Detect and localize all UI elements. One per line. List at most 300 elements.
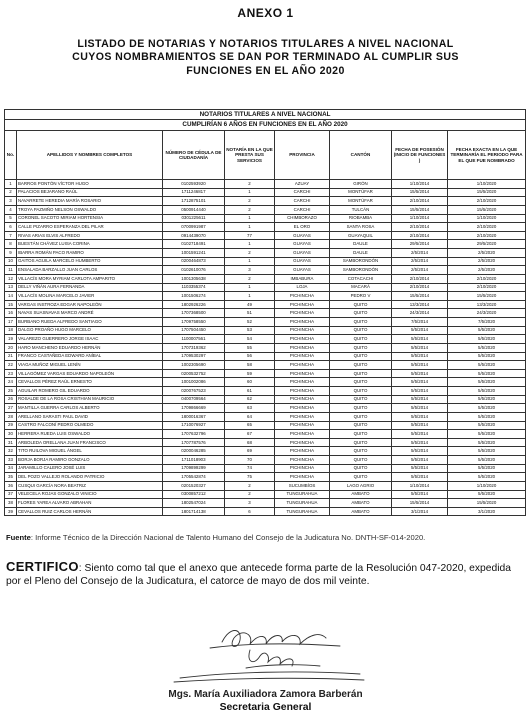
- province-cell: TUNGURAHUA: [275, 499, 330, 508]
- end-date-cell: 15/5/2020: [448, 205, 526, 214]
- end-date-cell: 24/3/2020: [448, 309, 526, 318]
- table-row: [5, 274, 526, 283]
- canton-cell: QUITO: [330, 456, 392, 465]
- start-date-cell: 7/5/2014: [392, 318, 448, 327]
- notary-number-cell: 3: [225, 499, 275, 508]
- start-date-cell: 2/10/2014: [392, 231, 448, 240]
- province-cell: PICHINCHA: [275, 438, 330, 447]
- row-number-cell: 32: [5, 447, 17, 456]
- id-number-cell: 1709866669: [163, 404, 225, 413]
- column-header: No.: [5, 131, 17, 180]
- end-date-cell: 5/5/2020: [448, 464, 526, 473]
- full-name-cell: BORJA BORJA RAMIRO GONZALO: [17, 456, 163, 465]
- id-number-cell: 0200464873: [163, 257, 225, 266]
- row-number-cell: 25: [5, 387, 17, 396]
- end-date-cell: 2/5/2020: [448, 266, 526, 275]
- row-number-cell: 7: [5, 231, 17, 240]
- notary-number-cell: 54: [225, 335, 275, 344]
- canton-cell: QUITO: [330, 369, 392, 378]
- end-date-cell: 2/5/2020: [448, 249, 526, 258]
- row-number-cell: 10: [5, 257, 17, 266]
- canton-cell: QUITO: [330, 438, 392, 447]
- cert-label: CERTIFICO: [6, 559, 79, 574]
- row-number-cell: 2: [5, 188, 17, 197]
- notary-number-cell: 52: [225, 318, 275, 327]
- province-cell: PICHINCHA: [275, 387, 330, 396]
- end-date-cell: 1/10/2020: [448, 214, 526, 223]
- id-number-cell: 1802926226: [163, 300, 225, 309]
- table-row: [5, 326, 526, 335]
- table-title: NOTARIOS TITULARES A NIVEL NACIONAL: [5, 110, 526, 120]
- table-row: [5, 223, 526, 232]
- canton-cell: QUITO: [330, 309, 392, 318]
- table-row: [5, 421, 526, 430]
- start-date-cell: 15/5/2014: [392, 292, 448, 301]
- canton-cell: QUITO: [330, 404, 392, 413]
- start-date-cell: 2/10/2014: [392, 223, 448, 232]
- row-number-cell: 19: [5, 335, 17, 344]
- canton-cell: AMBATO: [330, 490, 392, 499]
- column-header: NOTARÍA EN LA QUE PRESTA SUS SERVICIOS: [225, 131, 275, 180]
- start-date-cell: 2/5/2014: [392, 249, 448, 258]
- start-date-cell: 5/5/2014: [392, 490, 448, 499]
- canton-cell: COTACACHI: [330, 274, 392, 283]
- start-date-cell: 5/5/2014: [392, 387, 448, 396]
- notary-number-cell: 74: [225, 464, 275, 473]
- id-number-cell: 1709530297: [163, 352, 225, 361]
- table-row: [5, 283, 526, 292]
- canton-cell: MONTÚFAR: [330, 188, 392, 197]
- canton-cell: QUITO: [330, 430, 392, 439]
- province-cell: PICHINCHA: [275, 318, 330, 327]
- id-number-cell: 1001002086: [163, 378, 225, 387]
- canton-cell: QUITO: [330, 300, 392, 309]
- notary-number-cell: 67: [225, 430, 275, 439]
- province-cell: PICHINCHA: [275, 292, 330, 301]
- start-date-cell: 2/5/2014: [392, 266, 448, 275]
- end-date-cell: 3/1/2020: [448, 507, 526, 516]
- row-number-cell: 15: [5, 300, 17, 309]
- province-cell: PICHINCHA: [275, 361, 330, 370]
- province-cell: PICHINCHA: [275, 369, 330, 378]
- table-row: [5, 490, 526, 499]
- id-number-cell: 1712875101: [163, 197, 225, 206]
- id-number-cell: 1707504450: [163, 326, 225, 335]
- end-date-cell: 2/10/2020: [448, 231, 526, 240]
- table-row: [5, 447, 526, 456]
- row-number-cell: 28: [5, 412, 17, 421]
- table-row: [5, 481, 526, 490]
- table-row: [5, 318, 526, 327]
- province-cell: PICHINCHA: [275, 309, 330, 318]
- full-name-cell: BARROS PONTÓN VÍCTOR HUGO: [17, 180, 163, 189]
- id-number-cell: 1707787576: [163, 438, 225, 447]
- province-cell: PICHINCHA: [275, 352, 330, 361]
- start-date-cell: 15/5/2014: [392, 188, 448, 197]
- table-row: [5, 438, 526, 447]
- full-name-cell: HARO MANCHENO EDUARDO HERNÁN: [17, 343, 163, 352]
- province-cell: IMBABURA: [275, 274, 330, 283]
- table-subtitle: CUMPLIRÍAN 6 AÑOS EN FUNCIONES EN EL AÑO 2020: [5, 120, 526, 131]
- id-number-cell: 0500914440: [163, 205, 225, 214]
- province-cell: PICHINCHA: [275, 404, 330, 413]
- row-number-cell: 8: [5, 240, 17, 249]
- canton-cell: DAULE: [330, 249, 392, 258]
- cert-text: : Siento como tal que el anexo que antecede forma parte de la Resolución 047-2020, expedida por el Pleno del Consejo de la Judicatura, el catorce de mayo de dos mil veinte.: [6, 563, 511, 587]
- full-name-cell: ARBOLEDA ORELLANA JUAN FRANCISCO: [17, 438, 163, 447]
- table-row: [5, 188, 526, 197]
- start-date-cell: 5/5/2014: [392, 361, 448, 370]
- start-date-cell: 5/5/2014: [392, 456, 448, 465]
- row-number-cell: 22: [5, 361, 17, 370]
- notary-number-cell: 2: [225, 180, 275, 189]
- table-row: [5, 473, 526, 482]
- id-number-cell: 1710076927: [163, 421, 225, 430]
- province-cell: LOJA: [275, 283, 330, 292]
- notary-number-cell: 63: [225, 404, 275, 413]
- start-date-cell: 5/5/2014: [392, 352, 448, 361]
- start-date-cell: 2/5/2014: [392, 257, 448, 266]
- id-number-cell: 1103355374: [163, 283, 225, 292]
- canton-cell: QUITO: [330, 395, 392, 404]
- id-number-cell: 1711246817: [163, 188, 225, 197]
- row-number-cell: 29: [5, 421, 17, 430]
- row-number-cell: 24: [5, 378, 17, 387]
- start-date-cell: 5/5/2014: [392, 378, 448, 387]
- notary-number-cell: 68: [225, 438, 275, 447]
- province-cell: PICHINCHA: [275, 430, 330, 439]
- notary-number-cell: 1: [225, 292, 275, 301]
- province-cell: PICHINCHA: [275, 343, 330, 352]
- row-number-cell: 20: [5, 343, 17, 352]
- id-number-cell: 1707368500: [163, 309, 225, 318]
- table-row: [5, 240, 526, 249]
- id-number-cell: 1707632796: [163, 430, 225, 439]
- full-name-cell: FRANCO CASTAÑEDA EDWARD ANÍBAL: [17, 352, 163, 361]
- full-name-cell: VILLAGÓMEZ VARGAS EDUARDO NAPOLEÓN: [17, 369, 163, 378]
- province-cell: PICHINCHA: [275, 326, 330, 335]
- notary-number-cell: 2: [225, 249, 275, 258]
- row-number-cell: 30: [5, 430, 17, 439]
- table-row: [5, 300, 526, 309]
- id-number-cell: 0201520327: [163, 481, 225, 490]
- signatory-role: Secretaria General: [219, 702, 312, 713]
- end-date-cell: 2/10/2020: [448, 223, 526, 232]
- id-number-cell: 0400709564: [163, 395, 225, 404]
- row-number-cell: 34: [5, 464, 17, 473]
- table-row: [5, 180, 526, 189]
- id-number-cell: 0200532752: [163, 369, 225, 378]
- full-name-cell: VALAREZO GUERRERO JORGE ISAAC: [17, 335, 163, 344]
- notary-number-cell: 70: [225, 456, 275, 465]
- notary-number-cell: 1: [225, 214, 275, 223]
- notary-number-cell: 77: [225, 231, 275, 240]
- province-cell: TUNGURAHUA: [275, 507, 330, 516]
- notary-number-cell: 60: [225, 378, 275, 387]
- notary-number-cell: 53: [225, 326, 275, 335]
- notary-number-cell: 1: [225, 257, 275, 266]
- end-date-cell: 13/3/2020: [448, 300, 526, 309]
- start-date-cell: 5/5/2014: [392, 412, 448, 421]
- province-cell: GUAYAS: [275, 266, 330, 275]
- row-number-cell: 26: [5, 395, 17, 404]
- full-name-cell: ENSALADA BARZALLO JUAN CARLOS: [17, 266, 163, 275]
- canton-cell: PEDRO V: [330, 292, 392, 301]
- end-date-cell: 2/5/2020: [448, 257, 526, 266]
- start-date-cell: 5/5/2014: [392, 369, 448, 378]
- canton-cell: MACARÁ: [330, 283, 392, 292]
- start-date-cell: 3/1/2014: [392, 507, 448, 516]
- heading-line-3: FUNCIONES EN EL AÑO 2020: [186, 64, 345, 77]
- id-number-cell: 1709899299: [163, 464, 225, 473]
- row-number-cell: 1: [5, 180, 17, 189]
- canton-cell: QUITO: [330, 318, 392, 327]
- full-name-cell: TROYA PAZMIÑO NELSON OSWALDO: [17, 205, 163, 214]
- start-date-cell: 2/10/2014: [392, 197, 448, 206]
- notary-number-cell: 1: [225, 240, 275, 249]
- full-name-cell: PALACIOS BEJARANO RAÚL: [17, 188, 163, 197]
- row-number-cell: 5: [5, 214, 17, 223]
- start-date-cell: 5/5/2014: [392, 473, 448, 482]
- canton-cell: QUITO: [330, 387, 392, 396]
- canton-cell: QUITO: [330, 352, 392, 361]
- province-cell: PICHINCHA: [275, 473, 330, 482]
- end-date-cell: 5/5/2020: [448, 352, 526, 361]
- full-name-cell: VELECELA ROJAS GONZALO VINICIO: [17, 490, 163, 499]
- province-cell: TUNGURAHUA: [275, 490, 330, 499]
- notary-number-cell: 2: [225, 205, 275, 214]
- notary-number-cell: 55: [225, 343, 275, 352]
- row-number-cell: 16: [5, 309, 17, 318]
- notary-number-cell: 2: [225, 490, 275, 499]
- table-row: [5, 231, 526, 240]
- start-date-cell: 1/10/2014: [392, 481, 448, 490]
- row-number-cell: 27: [5, 404, 17, 413]
- full-name-cell: CEVALLOS PÉREZ RAÚL ERNESTO: [17, 378, 163, 387]
- start-date-cell: 5/5/2014: [392, 421, 448, 430]
- row-number-cell: 31: [5, 438, 17, 447]
- full-name-cell: GAITOS AGUILA MARCELO HUMBERTO: [17, 257, 163, 266]
- table-row: [5, 499, 526, 508]
- table-row: [5, 214, 526, 223]
- canton-cell: SAMBORONDÓN: [330, 257, 392, 266]
- start-date-cell: 5/5/2014: [392, 326, 448, 335]
- canton-cell: QUITO: [330, 412, 392, 421]
- source-note: [6, 533, 524, 543]
- row-number-cell: 14: [5, 292, 17, 301]
- full-name-cell: ARELLANO SARASTI PAUL DAVID: [17, 412, 163, 421]
- province-cell: SUCUMBÍOS: [275, 481, 330, 490]
- table-row: [5, 387, 526, 396]
- column-header: NÚMERO DE CÉDULA DE CIUDADANÍA: [163, 131, 225, 180]
- start-date-cell: 5/5/2014: [392, 335, 448, 344]
- full-name-cell: CALLE PIZARRO ESPERANZA DEL PILAR: [17, 223, 163, 232]
- column-header: PROVINCIA: [275, 131, 330, 180]
- table-row: [5, 335, 526, 344]
- table-row: [5, 343, 526, 352]
- id-number-cell: 0102593920: [163, 180, 225, 189]
- table-row: [5, 309, 526, 318]
- province-cell: CARCHI: [275, 188, 330, 197]
- end-date-cell: 2/10/2020: [448, 283, 526, 292]
- full-name-cell: RIVAS ARIAS ELVIS ALFREDO: [17, 231, 163, 240]
- id-number-cell: 1001506274: [163, 292, 225, 301]
- notary-number-cell: 49: [225, 300, 275, 309]
- end-date-cell: 5/5/2020: [448, 343, 526, 352]
- canton-cell: RIOBAMBA: [330, 214, 392, 223]
- notary-number-cell: 62: [225, 395, 275, 404]
- canton-cell: LAGO AGRIO: [330, 481, 392, 490]
- table-row: [5, 205, 526, 214]
- signatory-name: Mgs. María Auxiliadora Zamora Barberán: [168, 689, 363, 700]
- full-name-cell: VILLACÍS MOLINA MARCELO JAVIER: [17, 292, 163, 301]
- full-name-cell: DEL POZO VALLEJO ROLANDO PATRICIO: [17, 473, 163, 482]
- id-number-cell: 1800016367: [163, 412, 225, 421]
- notary-number-cell: 6: [225, 507, 275, 516]
- heading-line-1: LISTADO DE NOTARIAS Y NOTARIOS TITULARES A NIVEL NACIONAL: [77, 38, 454, 50]
- id-number-cell: 1711018903: [163, 456, 225, 465]
- start-date-cell: 2/10/2014: [392, 283, 448, 292]
- end-date-cell: 5/5/2020: [448, 412, 526, 421]
- full-name-cell: VIAGA MUÑOZ MIGUEL LENÍN: [17, 361, 163, 370]
- row-number-cell: 4: [5, 205, 17, 214]
- full-name-cell: CASTRO FALCONÍ PEDRO OLMEDO: [17, 421, 163, 430]
- table-row: [5, 412, 526, 421]
- row-number-cell: 6: [5, 223, 17, 232]
- end-date-cell: 2/10/2020: [448, 197, 526, 206]
- notary-number-cell: 61: [225, 387, 275, 396]
- end-date-cell: 5/5/2020: [448, 447, 526, 456]
- canton-cell: QUITO: [330, 464, 392, 473]
- full-name-cell: CUSQUI GARCÍA NORA BEATRIZ: [17, 481, 163, 490]
- id-number-cell: 0102718491: [163, 240, 225, 249]
- end-date-cell: 5/5/2020: [448, 335, 526, 344]
- table-row: [5, 292, 526, 301]
- table-row: [5, 404, 526, 413]
- id-number-cell: 1802547024: [163, 499, 225, 508]
- id-number-cell: 0200767523: [163, 387, 225, 396]
- notary-number-cell: 51: [225, 309, 275, 318]
- id-number-cell: 1801714138: [163, 507, 225, 516]
- id-number-cell: 0700991987: [163, 223, 225, 232]
- province-cell: PICHINCHA: [275, 378, 330, 387]
- start-date-cell: 5/5/2014: [392, 404, 448, 413]
- full-name-cell: CORONEL SACOTO MIRIAM HORTENSIA: [17, 214, 163, 223]
- start-date-cell: 5/5/2014: [392, 395, 448, 404]
- notary-number-cell: 2: [225, 197, 275, 206]
- column-header: APELLIDOS Y NOMBRES COMPLETOS: [17, 131, 163, 180]
- province-cell: PICHINCHA: [275, 464, 330, 473]
- end-date-cell: 5/5/2020: [448, 456, 526, 465]
- id-number-cell: 0300857212: [163, 490, 225, 499]
- canton-cell: AMBATO: [330, 507, 392, 516]
- province-cell: PICHINCHA: [275, 412, 330, 421]
- province-cell: GUAYAS: [275, 231, 330, 240]
- table-row: [5, 395, 526, 404]
- id-number-cell: 1705542874: [163, 473, 225, 482]
- province-cell: GUAYAS: [275, 257, 330, 266]
- full-name-cell: NAVAS SUASNAVAS MARCO ANDRÉ: [17, 309, 163, 318]
- end-date-cell: 7/5/2020: [448, 318, 526, 327]
- table-row: [5, 197, 526, 206]
- start-date-cell: 1/10/2014: [392, 214, 448, 223]
- start-date-cell: 5/5/2014: [392, 430, 448, 439]
- row-number-cell: 18: [5, 326, 17, 335]
- full-name-cell: VILLACÍS MORA MYRIAM CARLOTA AMPARITO: [17, 274, 163, 283]
- full-name-cell: BURBANO RUEDA ALFREDO SANTIAGO: [17, 318, 163, 327]
- start-date-cell: 5/5/2014: [392, 464, 448, 473]
- full-name-cell: CEVALLOS RUIZ CARLOS HERNÁN: [17, 507, 163, 516]
- notary-number-cell: 2: [225, 481, 275, 490]
- start-date-cell: 5/5/2014: [392, 447, 448, 456]
- id-number-cell: 1709758550: [163, 318, 225, 327]
- province-cell: CHIMBORAZO: [275, 214, 330, 223]
- notary-number-cell: 1: [225, 188, 275, 197]
- row-number-cell: 9: [5, 249, 17, 258]
- start-date-cell: 1/10/2014: [392, 180, 448, 189]
- end-date-cell: 5/5/2020: [448, 361, 526, 370]
- start-date-cell: 2/10/2014: [392, 274, 448, 283]
- handwritten-signature: [150, 620, 380, 686]
- full-name-cell: BUESTÁN CHÁVEZ LUISA CORINA: [17, 240, 163, 249]
- full-name-cell: IBARRA ROMÁN PACO RAMIRO: [17, 249, 163, 258]
- table-row: [5, 456, 526, 465]
- full-name-cell: AGUILAR ROMERO GIL EDUARDO: [17, 387, 163, 396]
- canton-cell: QUITO: [330, 343, 392, 352]
- heading-line-2: CUYOS NOMBRAMIENTOS SE DAN POR TERMINADO AL CUMPLIR SUS: [72, 51, 459, 64]
- table-row: [5, 464, 526, 473]
- canton-cell: QUITO: [330, 335, 392, 344]
- canton-cell: DAULE: [330, 240, 392, 249]
- canton-cell: TULCÁN: [330, 205, 392, 214]
- province-cell: GUAYAS: [275, 240, 330, 249]
- canton-cell: SAMBORONDÓN: [330, 266, 392, 275]
- table-row: [5, 378, 526, 387]
- full-name-cell: FLORES YAREA ALVARO ABRAHAN: [17, 499, 163, 508]
- row-number-cell: 38: [5, 499, 17, 508]
- province-cell: PICHINCHA: [275, 421, 330, 430]
- end-date-cell: 5/5/2020: [448, 378, 526, 387]
- canton-cell: QUITO: [330, 326, 392, 335]
- end-date-cell: 1/10/2020: [448, 180, 526, 189]
- province-cell: PICHINCHA: [275, 447, 330, 456]
- row-number-cell: 17: [5, 318, 17, 327]
- full-name-cell: NAVARRETE HEREDIA MARÍA ROSARIO: [17, 197, 163, 206]
- row-number-cell: 21: [5, 352, 17, 361]
- id-number-cell: 1001305638: [163, 274, 225, 283]
- notary-number-cell: 65: [225, 421, 275, 430]
- province-cell: EL ORO: [275, 223, 330, 232]
- end-date-cell: 1/10/2020: [448, 481, 526, 490]
- canton-cell: QUITO: [330, 421, 392, 430]
- full-name-cell: JARAMILLO CALERO JOSÉ LUIS: [17, 464, 163, 473]
- full-name-cell: DELLY VIÑÁN AURA FERNANDA: [17, 283, 163, 292]
- province-cell: PICHINCHA: [275, 395, 330, 404]
- end-date-cell: 5/5/2020: [448, 395, 526, 404]
- province-cell: CARCHI: [275, 197, 330, 206]
- end-date-cell: 5/5/2020: [448, 421, 526, 430]
- notary-number-cell: 1: [225, 223, 275, 232]
- column-header: CANTÓN: [330, 131, 392, 180]
- id-number-cell: 0301225611: [163, 214, 225, 223]
- notary-number-cell: 59: [225, 369, 275, 378]
- province-cell: AZUAY: [275, 180, 330, 189]
- end-date-cell: 5/5/2020: [448, 473, 526, 482]
- id-number-cell: 1002305690: [163, 361, 225, 370]
- row-number-cell: 37: [5, 490, 17, 499]
- canton-cell: QUITO: [330, 361, 392, 370]
- row-number-cell: 11: [5, 266, 17, 275]
